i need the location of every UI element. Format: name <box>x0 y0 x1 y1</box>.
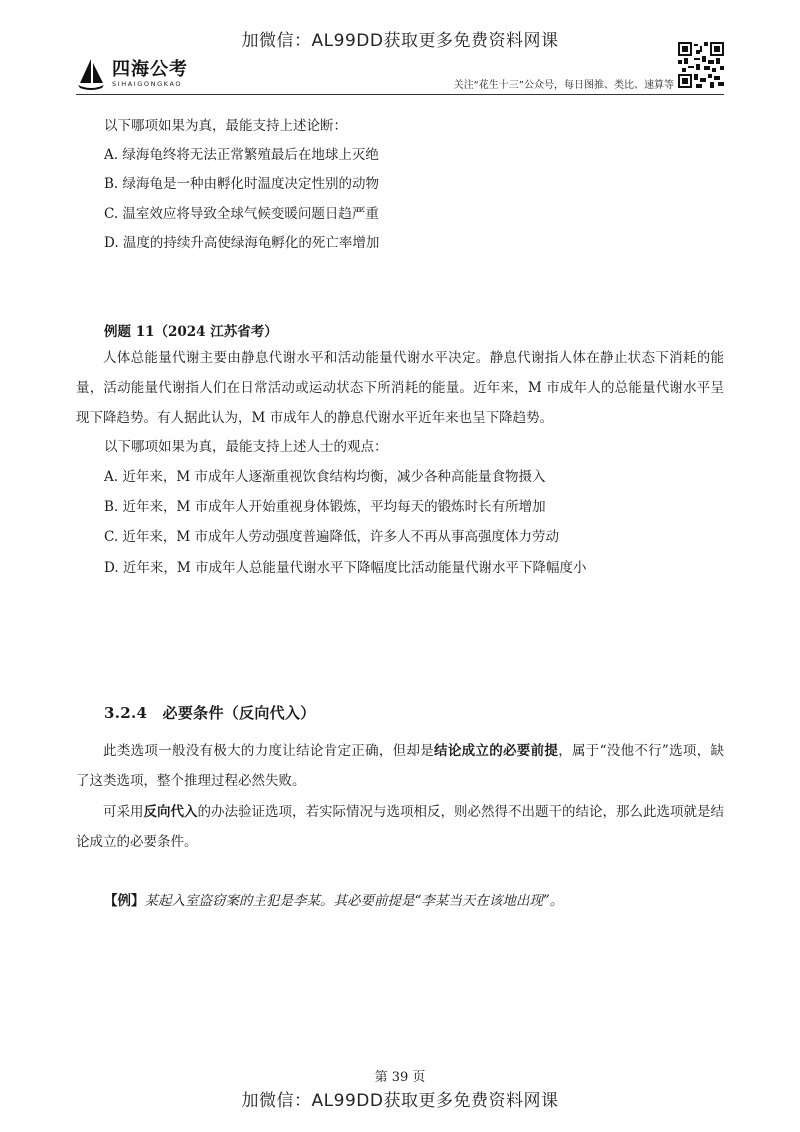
q10-prompt: 以下哪项如果为真，最能支持上述论断： <box>104 118 347 134</box>
q11-option-d: D. 近年来，M 市成年人总能量代谢水平下降幅度比活动能量代谢水平下降幅度小 <box>104 560 587 576</box>
bottom-watermark: 加微信：AL99DD获取更多免费资料网课 <box>241 1091 559 1111</box>
section-paragraph-1: 此类选项一般没有极大的力度让结论肯定正确，但却是结论成立的必要前提，属于“没他不行”选项，缺了这类选项，整个推理过程必然失败。 <box>76 743 725 789</box>
section-paragraph-2: 可采用反向代入的办法验证选项，若实际情况与选项相反，则必然得不出题干的结论，那么此选项就是结论成立的必要条件。 <box>76 804 724 850</box>
q10-option-b: B. 绿海龟是一种由孵化时温度决定性别的动物 <box>104 176 380 192</box>
page-number: 第 39 页 <box>374 1070 426 1085</box>
header-note: 关注“花生十三”公众号，每日图推、类比、速算等 <box>453 80 674 91</box>
example-tag: 【例】 <box>104 893 145 909</box>
example-text: 某起入室盗窃案的主犯是李某。其必要前提是“李某当天在该地出现”。 <box>144 893 564 909</box>
example-line <box>104 891 563 911</box>
logo-name: 四海公考 <box>112 58 188 80</box>
section-heading: 3.2.4 必要条件（反向代入） <box>104 704 316 722</box>
q11-option-b: B. 近年来，M 市成年人开始重视身体锻炼，平均每天的锻炼时长有所增加 <box>104 499 546 515</box>
q10-option-c: C. 温室效应将导致全球气候变暖问题日趋严重 <box>104 206 379 222</box>
header-divider <box>76 94 724 95</box>
logo <box>76 56 188 92</box>
q11-title: 例题 11（2024 江苏省考） <box>104 324 278 340</box>
emphasis-necessary-premise: 结论成立的必要前提 <box>434 743 559 759</box>
q11-stem: 人体总能量代谢主要由静息代谢水平和活动能量代谢水平决定。静息代谢指人体在静止状态下消耗的能量，活动能量代谢指人们在日常活动或运动状态下所消耗的能量。近年来，M 市成年人的总能量代谢水平呈现下降趋势。有人据此认为，M 市成年人的静息代谢水平近年来也呈下降趋势。 <box>76 350 724 426</box>
emphasis-reverse-substitution: 反向代入 <box>143 804 198 820</box>
q10-option-d: D. 温度的持续升高使绿海龟孵化的死亡率增加 <box>104 235 380 251</box>
qr-code-icon <box>678 42 724 88</box>
q10-option-a: A. 绿海龟终将无法正常繁殖最后在地球上灭绝 <box>104 147 379 163</box>
q11-option-a: A. 近年来，M 市成年人逐渐重视饮食结构均衡，减少各种高能量食物摄入 <box>104 469 546 485</box>
logo-subtitle: SIHAIGONGKAO <box>112 79 183 88</box>
top-watermark: 加微信：AL99DD获取更多免费资料网课 <box>241 31 559 51</box>
sailboat-logo-icon <box>76 57 106 91</box>
q11-prompt: 以下哪项如果为真，最能支持上述人士的观点： <box>104 439 388 455</box>
q11-option-c: C. 近年来，M 市成年人劳动强度普遍降低，许多人不再从事高强度体力劳动 <box>104 529 560 545</box>
